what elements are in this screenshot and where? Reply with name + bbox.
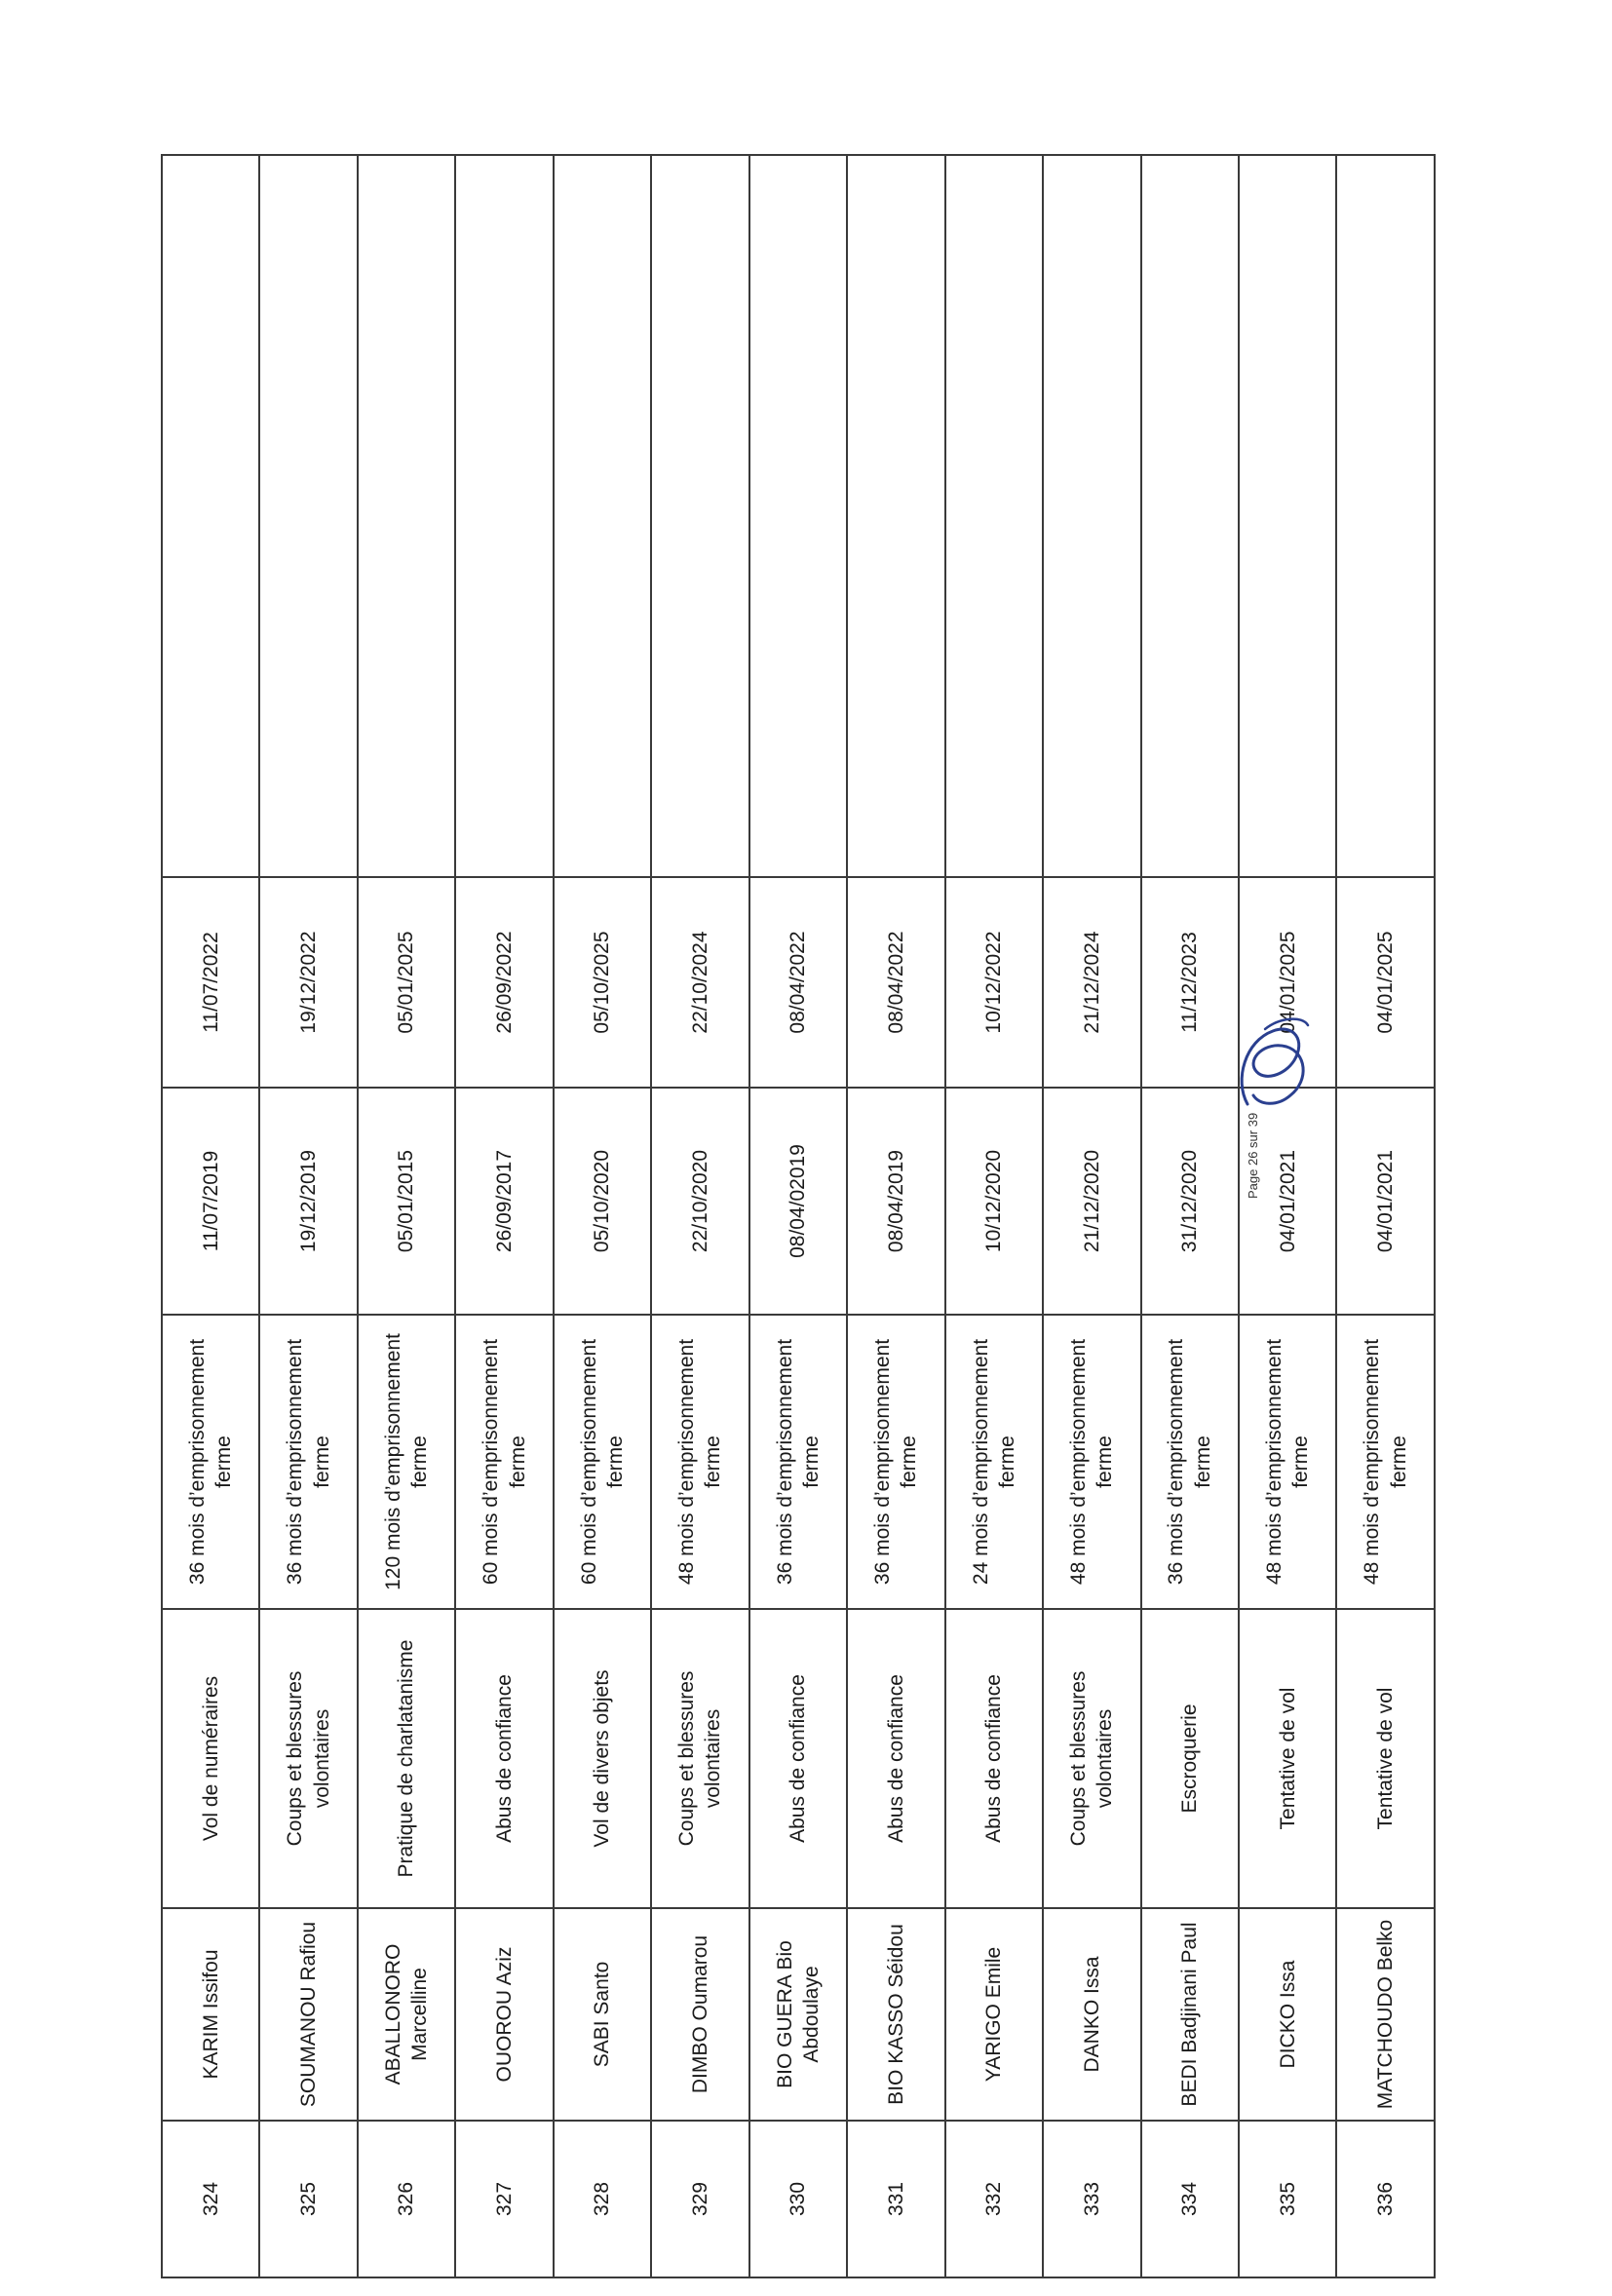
start-date-cell: 04/01/2021 (1336, 1088, 1435, 1315)
sentence-cell: 120 mois d’emprisonnement ferme (358, 1315, 455, 1609)
table-row (259, 155, 357, 2277)
start-date-cell: 10/12/2020 (945, 1088, 1043, 1315)
end-date-cell: 04/01/2025 (1239, 877, 1336, 1088)
sentence-cell: 48 mois d’emprisonnement ferme (1336, 1315, 1435, 1609)
sentence-cell: 36 mois d’emprisonnement ferme (1141, 1315, 1239, 1609)
table-row (554, 155, 651, 2277)
name-cell: DIMBO Oumarou (651, 1908, 748, 2121)
row-number-cell: 334 (1141, 2121, 1239, 2277)
signature-mark (1226, 1012, 1324, 1119)
table-row (1336, 155, 1435, 2277)
end-date-cell: 08/04/2022 (847, 877, 944, 1088)
sentence-cell: 36 mois d’emprisonnement ferme (259, 1315, 357, 1609)
note-cell (749, 155, 847, 877)
row-number-cell: 329 (651, 2121, 748, 2277)
row-number-cell: 335 (1239, 2121, 1336, 2277)
name-cell: SOUMANOU Rafiou (259, 1908, 357, 2121)
start-date-cell: 21/12/2020 (1043, 1088, 1140, 1315)
sentence-cell: 36 mois d’emprisonnement ferme (749, 1315, 847, 1609)
name-cell: BIO GUERA Bio Abdoulaye (749, 1908, 847, 2121)
prisoner-register-table (161, 154, 1436, 2278)
end-date-cell: 19/12/2022 (259, 877, 357, 1088)
sentence-cell: 60 mois d’emprisonnement ferme (554, 1315, 651, 1609)
note-cell (945, 155, 1043, 877)
note-cell (455, 155, 553, 877)
note-cell (1336, 155, 1435, 877)
note-cell (162, 155, 259, 877)
table-row (1239, 155, 1336, 2277)
start-date-cell: 05/01/2015 (358, 1088, 455, 1315)
row-number-cell: 324 (162, 2121, 259, 2277)
table-row (847, 155, 944, 2277)
row-number-cell: 328 (554, 2121, 651, 2277)
end-date-cell: 11/12/2023 (1141, 877, 1239, 1088)
note-cell (651, 155, 748, 877)
row-number-cell: 332 (945, 2121, 1043, 2277)
start-date-cell: 22/10/2020 (651, 1088, 748, 1315)
row-number-cell: 326 (358, 2121, 455, 2277)
offense-cell: Vol de numéraires (162, 1609, 259, 1908)
note-cell (847, 155, 944, 877)
offense-cell: Pratique de charlatanisme (358, 1609, 455, 1908)
end-date-cell: 05/01/2025 (358, 877, 455, 1088)
offense-cell: Tentative de vol (1336, 1609, 1435, 1908)
offense-cell: Coups et blessures volontaires (651, 1609, 748, 1908)
start-date-cell: 11/07/2019 (162, 1088, 259, 1315)
start-date-cell: 19/12/2019 (259, 1088, 357, 1315)
table-row (945, 155, 1043, 2277)
name-cell: MATCHOUDO Belko (1336, 1908, 1435, 2121)
offense-cell: Abus de confiance (847, 1609, 944, 1908)
note-cell (554, 155, 651, 877)
start-date-cell: 26/09/2017 (455, 1088, 553, 1315)
name-cell: BIO KASSO Séidou (847, 1908, 944, 2121)
offense-cell: Coups et blessures volontaires (1043, 1609, 1140, 1908)
end-date-cell: 04/01/2025 (1336, 877, 1435, 1088)
start-date-cell: 31/12/2020 (1141, 1088, 1239, 1315)
rotated-table-container (161, 156, 1436, 2278)
row-number-cell: 331 (847, 2121, 944, 2277)
name-cell: YARIGO Emile (945, 1908, 1043, 2121)
sentence-cell: 36 mois d’emprisonnement ferme (162, 1315, 259, 1609)
sentence-cell: 24 mois d’emprisonnement ferme (945, 1315, 1043, 1609)
note-cell (259, 155, 357, 877)
start-date-cell: 04/01/2021 (1239, 1088, 1336, 1315)
table-row (1141, 155, 1239, 2277)
end-date-cell: 26/09/2022 (455, 877, 553, 1088)
offense-cell: Escroquerie (1141, 1609, 1239, 1908)
note-cell (358, 155, 455, 877)
end-date-cell: 21/12/2024 (1043, 877, 1140, 1088)
end-date-cell: 08/04/2022 (749, 877, 847, 1088)
table-row (162, 155, 259, 2277)
table-row (358, 155, 455, 2277)
start-date-cell: 08/04/2019 (847, 1088, 944, 1315)
start-date-cell: 08/04/02019 (749, 1088, 847, 1315)
table-body (162, 155, 1435, 2277)
table-row (455, 155, 553, 2277)
row-number-cell: 336 (1336, 2121, 1435, 2277)
offense-cell: Abus de confiance (455, 1609, 553, 1908)
sentence-cell: 48 mois d’emprisonnement ferme (1043, 1315, 1140, 1609)
row-number-cell: 325 (259, 2121, 357, 2277)
sentence-cell: 60 mois d’emprisonnement ferme (455, 1315, 553, 1609)
name-cell: DICKO Issa (1239, 1908, 1336, 2121)
name-cell: BEDI Badjinani Paul (1141, 1908, 1239, 2121)
name-cell: OUOROU Aziz (455, 1908, 553, 2121)
row-number-cell: 333 (1043, 2121, 1140, 2277)
table-row (651, 155, 748, 2277)
sentence-cell: 48 mois d’emprisonnement ferme (651, 1315, 748, 1609)
note-cell (1043, 155, 1140, 877)
page-number: Page 26 sur 39 (1246, 1112, 1260, 1199)
name-cell: ABALLONORO Marcelline (358, 1908, 455, 2121)
name-cell: DANKO Issa (1043, 1908, 1140, 2121)
table-row (749, 155, 847, 2277)
row-number-cell: 330 (749, 2121, 847, 2277)
offense-cell: Abus de confiance (945, 1609, 1043, 1908)
table-row (1043, 155, 1140, 2277)
sentence-cell: 48 mois d’emprisonnement ferme (1239, 1315, 1336, 1609)
end-date-cell: 10/12/2022 (945, 877, 1043, 1088)
name-cell: SABI Santo (554, 1908, 651, 2121)
offense-cell: Coups et blessures volontaires (259, 1609, 357, 1908)
row-number-cell: 327 (455, 2121, 553, 2277)
offense-cell: Tentative de vol (1239, 1609, 1336, 1908)
note-cell (1239, 155, 1336, 877)
start-date-cell: 05/10/2020 (554, 1088, 651, 1315)
sentence-cell: 36 mois d’emprisonnement ferme (847, 1315, 944, 1609)
offense-cell: Vol de divers objets (554, 1609, 651, 1908)
name-cell: KARIM Issifou (162, 1908, 259, 2121)
end-date-cell: 22/10/2024 (651, 877, 748, 1088)
offense-cell: Abus de confiance (749, 1609, 847, 1908)
note-cell (1141, 155, 1239, 877)
end-date-cell: 05/10/2025 (554, 877, 651, 1088)
end-date-cell: 11/07/2022 (162, 877, 259, 1088)
